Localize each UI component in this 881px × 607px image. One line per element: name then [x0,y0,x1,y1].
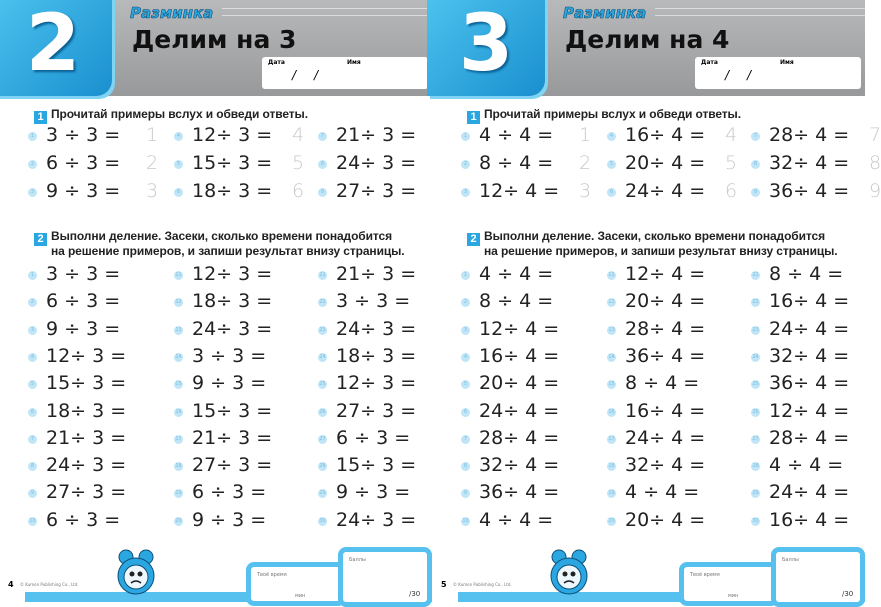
lesson-number: 2 [0,0,112,96]
warmup-problem[interactable] [174,152,304,174]
problem-number: 18 [608,463,615,470]
division-problem[interactable] [461,509,579,531]
problem-expression: 18÷ 3 = [46,399,127,422]
problem-expression: 6 ÷ 3 = [46,152,121,174]
section1-heading [34,108,308,124]
warmup-problem[interactable] [751,180,881,202]
problem-number: 2 [28,298,37,307]
problem-number: 3 [461,188,470,197]
date-slash: / [725,68,730,82]
problem-number: 12 [608,299,615,306]
warmup-problem[interactable] [28,124,158,146]
problem-number: 18 [175,463,182,470]
division-problem[interactable] [318,290,436,312]
problem-number: 9 [318,188,327,197]
problem-number: 2 [461,160,470,169]
problem-expression: 9 ÷ 3 = [336,481,411,504]
problem-expression: 21÷ 3 = [336,124,417,146]
problem-answer: 1 [146,124,159,146]
division-problem[interactable] [318,263,436,285]
problem-expression: 27÷ 3 = [336,399,417,422]
warmup-problem[interactable] [461,152,591,174]
problem-number: 8 [461,462,470,471]
problem-answer: 2 [579,152,592,174]
problem-expression: 6 ÷ 3 = [46,290,121,313]
section2-badge: 2 [34,233,47,246]
division-problem[interactable] [751,481,869,503]
problem-number: 8 [28,462,37,471]
division-problem[interactable] [318,454,436,476]
problem-number: 15 [175,381,182,388]
problem-expression: 8 ÷ 4 = [625,372,700,395]
score-total: /30 [842,590,854,598]
problem-expression: 24÷ 4 = [625,180,706,202]
problem-expression: 21÷ 3 = [336,263,417,285]
problem-answer: 3 [146,180,159,202]
problem-number: 22 [752,299,759,306]
problem-number: 2 [28,160,37,169]
problem-number: 9 [28,489,37,498]
problem-expression: 27÷ 3 = [192,454,273,477]
problem-number: 8 [751,160,760,169]
problem-expression: 16÷ 4 = [625,124,706,146]
problem-expression: 24÷ 3 = [336,317,417,340]
problem-expression: 20÷ 4 = [479,372,560,395]
problem-expression: 6 ÷ 3 = [192,481,267,504]
problem-number: 16 [175,408,182,415]
division-problem[interactable] [174,427,292,449]
division-problem[interactable] [461,427,579,449]
problem-number: 21 [752,272,759,278]
problem-expression: 12÷ 4 = [625,263,706,285]
problem-number: 12 [175,299,182,306]
date-name-box[interactable] [695,57,861,89]
problem-expression: 32÷ 4 = [769,152,850,174]
problem-number: 4 [607,132,616,141]
division-problem[interactable] [751,290,869,312]
warmup-problem[interactable] [28,152,158,174]
date-slash: / [747,68,752,82]
division-problem[interactable] [751,400,869,422]
problem-expression: 8 ÷ 4 = [479,290,554,313]
problem-expression: 24÷ 4 = [769,317,850,340]
division-problem[interactable] [461,290,579,312]
name-label: Имя [780,59,794,66]
problem-expression: 18÷ 3 = [336,344,417,367]
name-label: Имя [347,59,361,66]
worksheet-page-left [0,0,432,600]
section2-badge: 2 [467,233,480,246]
problem-number: 1 [461,271,470,280]
alarm-clock-icon [545,548,593,598]
problem-number: 2 [461,298,470,307]
problem-expression: 18÷ 3 = [192,180,273,202]
problem-number: 26 [319,408,326,415]
problem-expression: 9 ÷ 3 = [46,180,121,202]
division-problem[interactable] [318,318,436,340]
problem-expression: 36÷ 4 = [769,180,850,202]
division-problem[interactable] [607,481,725,503]
problem-number: 17 [608,435,615,442]
problem-answer: 5 [292,152,305,174]
problem-expression: 18÷ 3 = [192,290,273,313]
division-problem[interactable] [174,290,292,312]
problem-number: 29 [319,490,326,497]
division-problem[interactable] [28,427,146,449]
warmup-problem[interactable] [751,152,881,174]
warmup-problem[interactable] [174,124,304,146]
problem-expression: 36÷ 4 = [479,481,560,504]
problem-expression: 24÷ 4 = [479,399,560,422]
problem-expression: 24÷ 3 = [192,317,273,340]
problem-expression: 12÷ 4 = [479,180,560,202]
problem-number: 5 [607,160,616,169]
warmup-problem[interactable] [607,124,737,146]
problem-number: 17 [175,435,182,442]
warmup-problem[interactable] [174,180,304,202]
problem-expression: 32÷ 4 = [625,454,706,477]
problem-number: 7 [318,132,327,141]
header-stripes [222,8,432,16]
section-label: Разминка [563,4,647,22]
page-number: 4 [8,580,14,589]
problem-number: 7 [461,435,470,444]
warmup-problem[interactable] [318,152,448,174]
warmup-problem[interactable] [318,124,448,146]
date-name-box[interactable] [262,57,428,89]
problem-expression: 24÷ 3 = [46,454,127,477]
division-problem[interactable] [607,400,725,422]
section-label: Разминка [130,4,214,22]
problem-number: 19 [175,490,182,497]
problem-number: 7 [751,132,760,141]
problem-number: 19 [608,490,615,497]
problem-number: 15 [608,381,615,388]
division-problem[interactable] [28,400,146,422]
section1-badge: 1 [34,111,47,124]
division-problem[interactable] [28,263,146,285]
problem-expression: 3 ÷ 3 = [192,344,267,367]
problem-number: 4 [461,353,470,362]
problem-expression: 4 ÷ 4 = [479,263,554,285]
problem-number: 6 [28,408,37,417]
problem-number: 7 [28,435,37,444]
division-problem[interactable] [318,509,436,531]
warmup-problem[interactable] [461,180,591,202]
problem-number: 16 [608,408,615,415]
division-problem[interactable] [607,509,725,531]
problem-expression: 15÷ 3 = [192,152,273,174]
division-problem[interactable] [318,345,436,367]
section2-instruction-line1: Выполни деление. Засеки, сколько времени понадобится [51,229,392,243]
division-problem[interactable] [318,372,436,394]
division-problem[interactable] [751,454,869,476]
worksheet-page-right [433,0,881,600]
problem-number: 29 [752,490,759,497]
problem-expression: 24÷ 4 = [625,426,706,449]
division-problem[interactable] [28,454,146,476]
division-problem[interactable] [318,427,436,449]
division-problem[interactable] [28,318,146,340]
problem-number: 8 [318,160,327,169]
warmup-problem[interactable] [318,180,448,202]
problem-expression: 12÷ 3 = [192,124,273,146]
division-problem[interactable] [174,481,292,503]
section1-instruction: Прочитай примеры вслух и обведи ответы. [484,107,741,121]
problem-number: 4 [174,132,183,141]
time-label: Твоё время [690,572,720,578]
division-problem[interactable] [607,372,725,394]
problem-expression: 4 ÷ 4 = [769,454,844,477]
warmup-problem[interactable] [607,152,737,174]
problem-answer: 4 [725,124,738,146]
problem-number: 4 [28,353,37,362]
division-problem[interactable] [751,318,869,340]
problem-expression: 4 ÷ 4 = [479,508,554,531]
division-problem[interactable] [174,263,292,285]
minutes-label: мин [295,593,306,599]
warmup-problem[interactable] [28,180,158,202]
date-label: Дата [701,59,718,66]
problem-number: 23 [319,326,326,333]
problem-answer: 6 [292,180,305,202]
problem-answer: 6 [725,180,738,202]
problem-expression: 15÷ 3 = [46,372,127,395]
problem-number: 5 [174,160,183,169]
section2-instruction-line2: на решение примеров, и запиши результат внизу страницы. [484,244,838,258]
date-slash: / [292,68,297,82]
date-label: Дата [268,59,285,66]
division-problem[interactable] [751,427,869,449]
problem-expression: 21÷ 3 = [192,426,273,449]
problem-expression: 21÷ 3 = [46,426,127,449]
problem-number: 27 [319,435,326,442]
problem-expression: 8 ÷ 4 = [479,152,554,174]
division-problem[interactable] [174,509,292,531]
minutes-label: мин [728,593,739,599]
copyright: © Kumon Publishing Co., Ltd. [453,582,512,587]
problem-number: 9 [461,489,470,498]
problem-expression: 20÷ 4 = [625,508,706,531]
division-problem[interactable] [751,263,869,285]
date-slash: / [314,68,319,82]
problem-number: 5 [28,380,37,389]
problem-number: 3 [461,326,470,335]
problem-number: 23 [752,326,759,333]
problem-number: 22 [319,299,326,306]
division-problem[interactable] [318,400,436,422]
division-problem[interactable] [28,290,146,312]
problem-expression: 36÷ 4 = [625,344,706,367]
division-problem[interactable] [607,345,725,367]
problem-number: 13 [175,326,182,333]
problem-expression: 3 ÷ 3 = [46,263,121,285]
problem-number: 11 [175,272,182,278]
problem-expression: 27÷ 3 = [336,180,417,202]
problem-expression: 12÷ 4 = [769,399,850,422]
warmup-problem[interactable] [607,180,737,202]
header-stripes [655,8,865,16]
problem-answer: 4 [292,124,305,146]
problem-number: 25 [752,381,759,388]
warmup-problem[interactable] [461,124,591,146]
problem-number: 26 [752,408,759,415]
problem-number: 1 [461,132,470,141]
problem-expression: 16÷ 4 = [769,508,850,531]
problem-answer: 8 [869,152,881,174]
problem-expression: 16÷ 4 = [479,344,560,367]
problem-number: 6 [607,188,616,197]
problem-answer: 9 [869,180,881,202]
problem-expression: 15÷ 3 = [336,454,417,477]
problem-number: 13 [608,326,615,333]
problem-expression: 28÷ 4 = [625,317,706,340]
division-problem[interactable] [751,509,869,531]
problem-expression: 6 ÷ 3 = [46,508,121,531]
section1-badge: 1 [467,111,480,124]
division-problem[interactable] [174,372,292,394]
problem-number: 3 [28,326,37,335]
problem-expression: 12÷ 3 = [46,344,127,367]
page-number: 5 [441,580,447,589]
problem-number: 14 [175,353,182,360]
problem-number: 10 [462,517,469,524]
problem-expression: 16÷ 4 = [769,290,850,313]
time-box[interactable] [246,562,346,606]
score-box[interactable] [771,547,865,607]
problem-number: 28 [319,463,326,470]
problem-number: 25 [319,381,326,388]
problem-number: 21 [319,272,326,278]
problem-expression: 16÷ 4 = [625,399,706,422]
problem-number: 10 [29,517,36,524]
division-problem[interactable] [607,318,725,340]
division-problem[interactable] [28,509,146,531]
problem-number: 28 [752,463,759,470]
problem-answer: 1 [579,124,592,146]
problem-expression: 20÷ 4 = [625,152,706,174]
page-title: Делим на 4 [565,25,730,54]
problem-expression: 12÷ 3 = [192,263,273,285]
problem-expression: 28÷ 4 = [479,426,560,449]
division-problem[interactable] [461,345,579,367]
problem-number: 14 [608,353,615,360]
problem-expression: 12÷ 3 = [336,372,417,395]
division-problem[interactable] [174,400,292,422]
division-problem[interactable] [607,454,725,476]
score-label: Баллы [782,557,799,563]
section1-instruction: Прочитай примеры вслух и обведи ответы. [51,107,308,121]
division-problem[interactable] [461,263,579,285]
alarm-clock-icon [112,548,160,598]
problem-expression: 24÷ 4 = [769,481,850,504]
section2-instruction-line2: на решение примеров, и запиши результат внизу страницы. [51,244,405,258]
problem-number: 20 [608,517,615,524]
problem-expression: 36÷ 4 = [769,372,850,395]
problem-expression: 9 ÷ 3 = [192,372,267,395]
division-problem[interactable] [174,345,292,367]
problem-number: 1 [28,132,37,141]
problem-expression: 28÷ 4 = [769,124,850,146]
problem-expression: 24÷ 3 = [336,152,417,174]
problem-expression: 4 ÷ 4 = [625,481,700,504]
warmup-problem[interactable] [751,124,881,146]
problem-answer: 2 [146,152,159,174]
division-problem[interactable] [461,481,579,503]
problem-expression: 24÷ 3 = [336,508,417,531]
division-problem[interactable] [751,372,869,394]
problem-expression: 28÷ 4 = [769,426,850,449]
problem-expression: 12÷ 4 = [479,317,560,340]
division-problem[interactable] [607,427,725,449]
problem-number: 11 [608,272,615,278]
problem-expression: 32÷ 4 = [769,344,850,367]
problem-expression: 20÷ 4 = [625,290,706,313]
time-label: Твоё время [257,572,287,578]
problem-answer: 5 [725,152,738,174]
division-problem[interactable] [174,454,292,476]
score-box[interactable] [338,547,432,607]
division-problem[interactable] [28,372,146,394]
copyright: © Kumon Publishing Co., Ltd. [20,582,79,587]
problem-number: 6 [461,408,470,417]
problem-number: 5 [461,380,470,389]
score-label: Баллы [349,557,366,563]
page-title: Делим на 3 [132,25,297,54]
problem-expression: 3 ÷ 3 = [336,290,411,313]
division-problem[interactable] [607,263,725,285]
section1-heading [467,108,741,124]
division-problem[interactable] [607,290,725,312]
division-problem[interactable] [318,481,436,503]
division-problem[interactable] [28,481,146,503]
time-box[interactable] [679,562,779,606]
division-problem[interactable] [461,400,579,422]
problem-number: 6 [174,188,183,197]
lesson-number: 3 [427,0,545,96]
problem-expression: 9 ÷ 3 = [46,317,121,340]
division-problem[interactable] [461,318,579,340]
division-problem[interactable] [461,372,579,394]
problem-number: 24 [752,353,759,360]
score-total: /30 [409,590,421,598]
division-problem[interactable] [751,345,869,367]
problem-number: 30 [752,517,759,524]
problem-number: 24 [319,353,326,360]
division-problem[interactable] [28,345,146,367]
problem-number: 27 [752,435,759,442]
problem-expression: 8 ÷ 4 = [769,263,844,285]
division-problem[interactable] [174,318,292,340]
problem-expression: 3 ÷ 3 = [46,124,121,146]
problem-expression: 15÷ 3 = [192,399,273,422]
problem-expression: 6 ÷ 3 = [336,426,411,449]
problem-number: 1 [28,271,37,280]
problem-expression: 9 ÷ 3 = [192,508,267,531]
problem-number: 20 [175,517,182,524]
problem-answer: 3 [579,180,592,202]
problem-number: 30 [319,517,326,524]
problem-answer: 7 [869,124,881,146]
section2-instruction-line1: Выполни деление. Засеки, сколько времени понадобится [484,229,825,243]
problem-number: 3 [28,188,37,197]
problem-number: 9 [751,188,760,197]
problem-expression: 32÷ 4 = [479,454,560,477]
division-problem[interactable] [461,454,579,476]
problem-expression: 4 ÷ 4 = [479,124,554,146]
problem-expression: 27÷ 3 = [46,481,127,504]
